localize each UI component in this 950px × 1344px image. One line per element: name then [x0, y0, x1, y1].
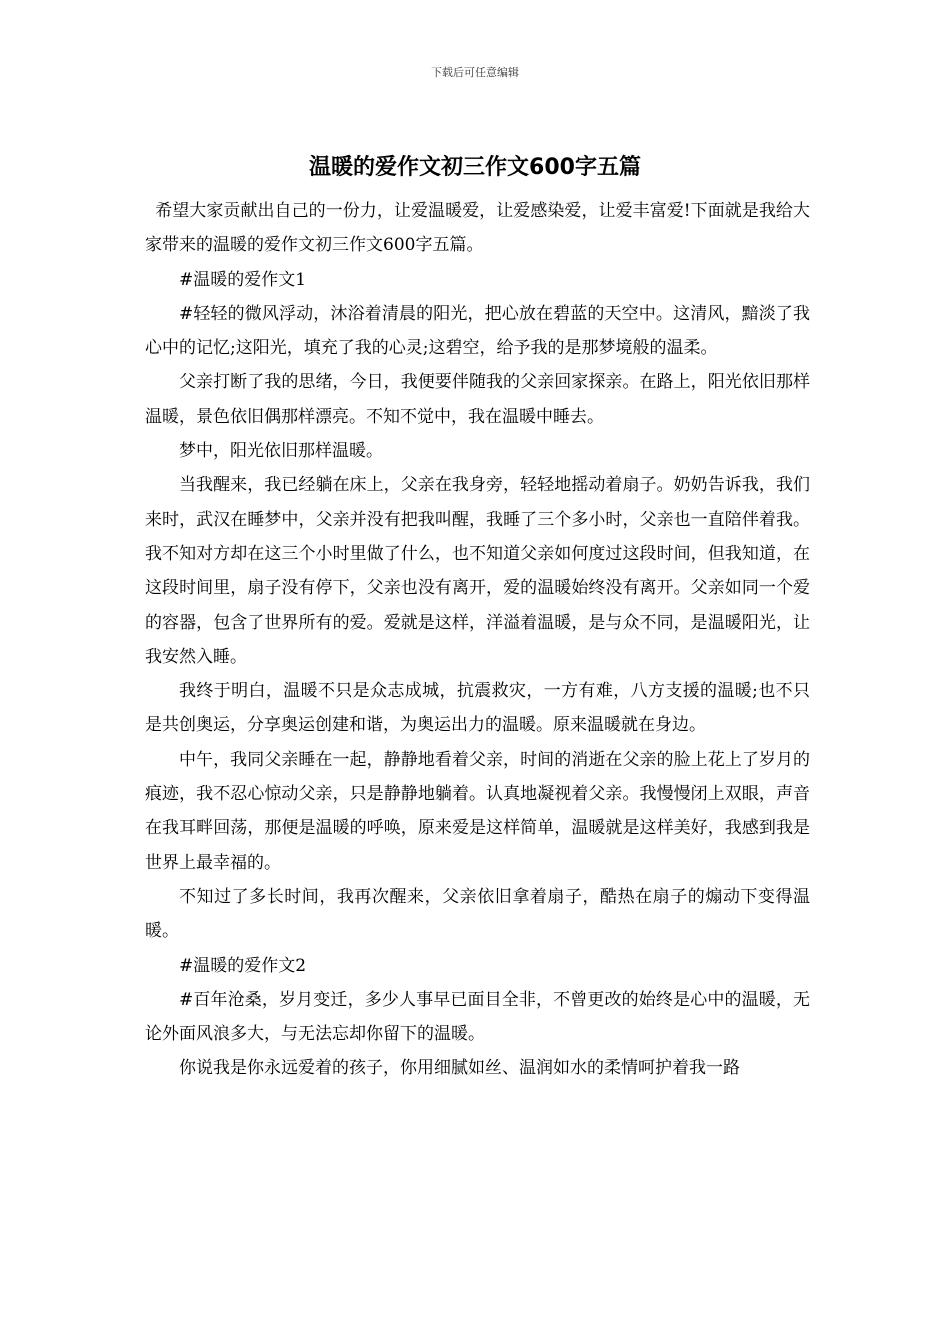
body-paragraph: 不知过了多长时间，我再次醒来，父亲依旧拿着扇子，酷热在扇子的煽动下变得温暖。: [145, 886, 810, 942]
body-paragraph: #百年沧桑，岁月变迁，多少人事早已面目全非，不曾更改的始终是心中的温暖，无论外面风浪多大，与无法忘却你留下的温暖。: [145, 989, 810, 1045]
body-paragraph: 梦中，阳光依旧那样温暖。: [179, 441, 383, 462]
body-paragraph: #轻轻的微风浮动，沐浴着清晨的阳光，把心放在碧蓝的天空中。这清风，黯淡了我心中的记忆;这阳光，填充了我的心灵;这碧空，给予我的是那梦境般的温柔。: [145, 303, 810, 359]
body-paragraph: 父亲打断了我的思绪，今日，我便要伴随我的父亲回家探亲。在路上，阳光依旧那样温暖，景色依旧偶那样漂亮。不知不觉中，我在温暖中睡去。: [145, 372, 810, 427]
body-paragraph: 我终于明白，温暖不只是众志成城，抗震救灾，一方有难，八方支援的温暖;也不只是共创奥运，分享奥运创建和谐，为奥运出力的温暖。原来温暖就在身边。: [145, 681, 810, 736]
body-paragraph: 你说我是你永远爱着的孩子，你用细腻如丝、温润如水的柔情呵护着我一路: [179, 1058, 740, 1079]
document-body: [145, 194, 810, 1086]
document-title: 温暖的爱作文初三作文600字五篇: [309, 155, 641, 180]
body-paragraph: 中午，我同父亲睡在一起，静静地看着父亲，时间的消逝在父亲的脸上花上了岁月的痕迹，我不忍心惊动父亲，只是静静地躺着。认真地凝视着父亲。我慢慢闭上双眼，声音在我耳畔回荡，那便是温暖的呼唤，原来爱是这样简单，温暖就是这样美好，我感到我是世界上最幸福的。: [145, 749, 810, 873]
body-paragraph: 当我醒来，我已经躺在床上，父亲在我身旁，轻轻地摇动着扇子。奶奶告诉我，我们来时，武汉在睡梦中，父亲并没有把我叫醒，我睡了三个多小时，父亲也一直陪伴着我。我不知对方却在这三个小时里做了什么，也不知道父亲如何度过这段时间，但我知道，在这段时间里，扇子没有停下，父亲也没有离开，爱的温暖始终没有离开。父亲如同一个爱的容器，包含了世界所有的爱。爱就是这样，洋溢着温暖，是与众不同，是温暖阳光，让我安然入睡。: [145, 475, 810, 667]
header-note: 下载后可任意编辑: [431, 66, 519, 79]
section-heading-2: #温暖的爱作文2: [179, 955, 307, 976]
intro-paragraph: 希望大家贡献出自己的一份力，让爱温暖爱，让爱感染爱，让爱丰富爱!下面就是我给大家带来的温暖的爱作文初三作文600字五篇。: [145, 201, 810, 256]
section-heading-1: #温暖的爱作文1: [179, 269, 307, 290]
